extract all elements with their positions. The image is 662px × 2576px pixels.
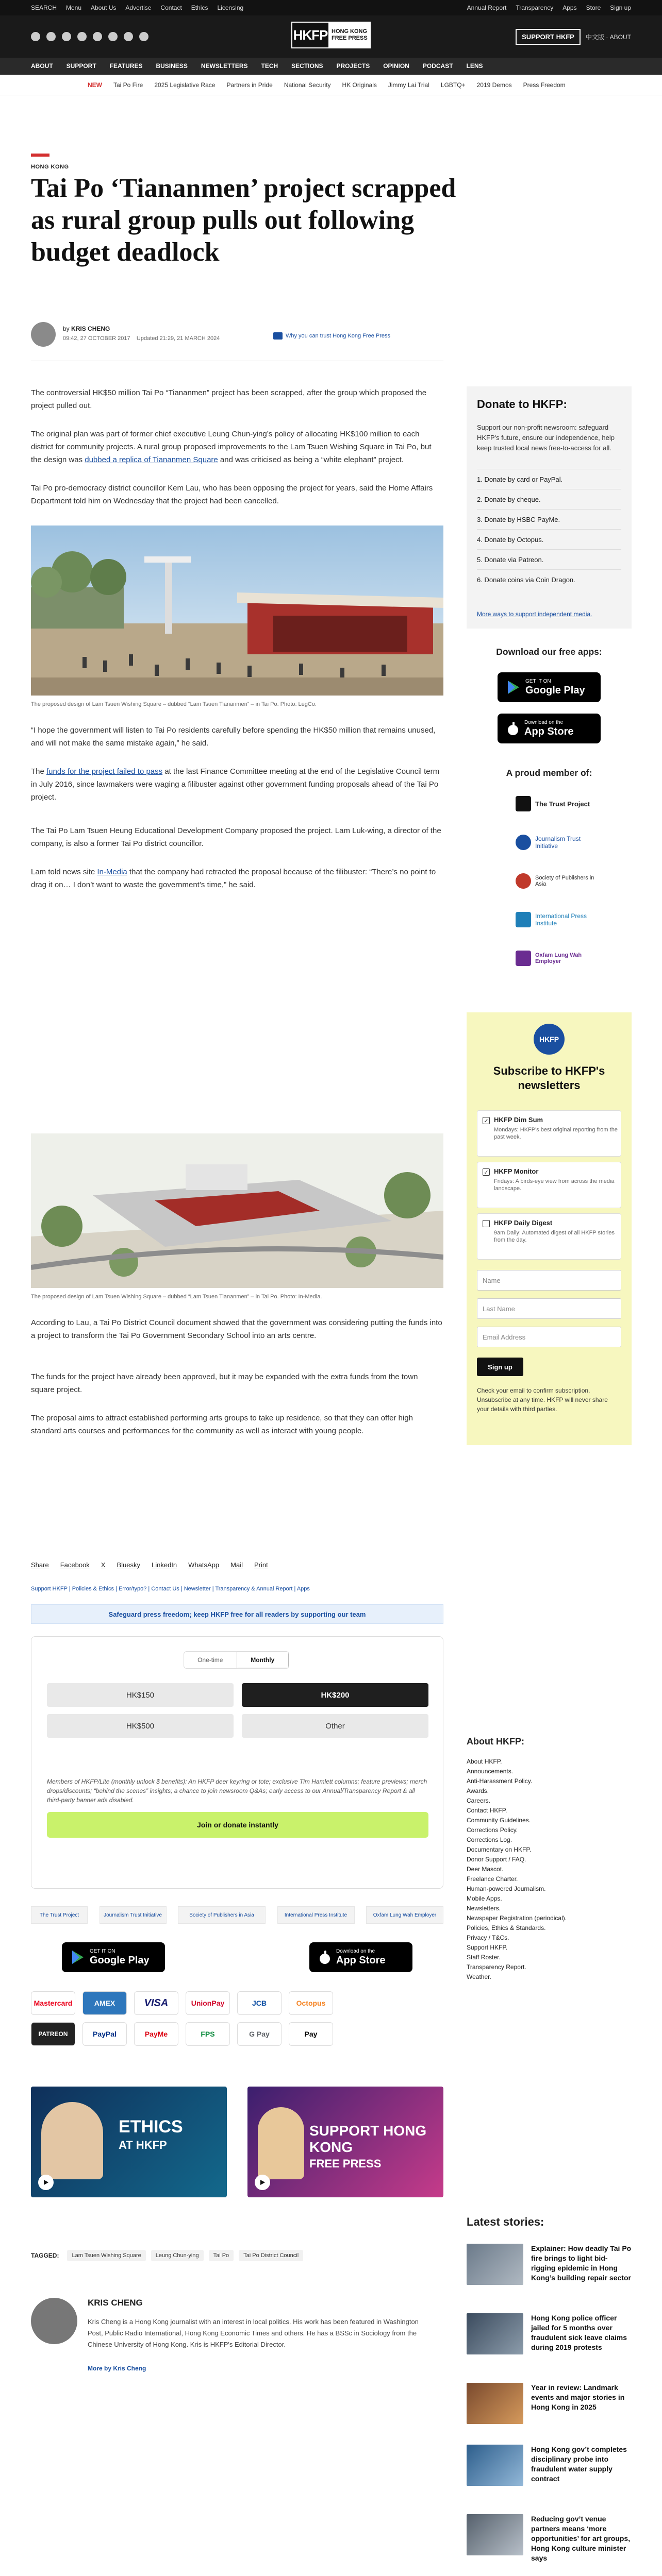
linkedin-icon[interactable] [124,32,133,41]
utility-links-right [467,4,631,11]
amount-option-selected[interactable]: HK$200 [242,1683,428,1707]
dates [63,335,220,342]
donate-widget [31,1636,443,1889]
amount-option[interactable]: HK$500 [47,1714,234,1738]
about-link[interactable]: Deer Mascot. [467,1866,504,1873]
member-title: A proud member of: [506,768,592,778]
author-photo[interactable] [31,2298,77,2344]
paragraph: The proposal aims to attract established performing arts groups to take up residence, so that they can offer high standard arts courses and performances for the community as well as interact with young people. [31,1414,413,1435]
app-store-button[interactable] [309,1942,412,1972]
about-link[interactable]: Weather. [467,1973,491,1980]
payme-logo: PayMe [134,2022,178,2046]
trend-link[interactable]: LGBTQ+ [440,81,466,89]
published-date: 09:42, 27 OCTOBER 2017 [63,335,130,342]
latest-story[interactable] [467,2244,632,2306]
promo-person [41,2102,103,2179]
partner-name: The Trust Project [535,800,590,808]
article-footer-links[interactable]: Support HKFP | Policies & Ethics | Error/typo? | Contact Us | Newsletter | Transparency & Annual Report | Apps [31,1586,310,1592]
donate-sidebar [467,386,632,629]
google-pay-logo: G Pay [237,2022,282,2046]
trend-link[interactable]: National Security [284,81,331,89]
google-play-button[interactable] [62,1942,165,1972]
nav-item[interactable]: SECTIONS [291,62,323,70]
about-link[interactable]: Human-powered Journalism. [467,1885,546,1892]
facebook-icon[interactable] [31,32,40,41]
paragraph [31,765,443,804]
sidebar-app-store-button[interactable] [498,714,601,743]
utility-link[interactable]: Menu [66,4,82,11]
about-links [467,1757,632,1982]
partner-name: Journalism Trust Initiative [535,835,581,850]
newsletter-name: HKFP Daily Digest [494,1219,553,1227]
nav-item[interactable]: NEWSLETTERS [201,62,248,70]
share-mail[interactable]: Mail [230,1561,243,1569]
apple-icon [507,721,519,736]
tag[interactable]: Leung Chun-ying [151,2250,204,2261]
more-by-author-link[interactable]: More by Kris Cheng [88,2365,146,2372]
author-avatar[interactable] [31,322,56,347]
article-photo-2 [31,1133,443,1288]
jcb-logo: JCB [237,1991,282,2015]
sidebar-google-play-button[interactable] [498,672,601,702]
donate-method[interactable]: 5. Donate via Patreon. [477,549,621,569]
paragraph [31,428,443,466]
nav-item[interactable]: PROJECTS [336,62,370,70]
store-big: Google Play [90,1955,150,1966]
article-title: Tai Po ‘Tiananmen’ project scrapped as rural group pulls out following budget deadlock [31,174,456,267]
threads-icon[interactable] [93,32,102,41]
telegram-icon[interactable] [139,32,148,41]
subscribe-note: Check your email to confirm subscription. Unsubscribe at any time. HKFP will never share your details with third parties. [477,1387,608,1413]
apple-icon [319,1950,331,1964]
about-link[interactable]: Support HKFP. [467,1944,508,1951]
trend-link[interactable]: Partners in Pride [226,81,273,89]
tag[interactable]: Tai Po [209,2250,234,2261]
donate-method[interactable]: 4. Donate by Octopus. [477,529,621,549]
tags-label: TAGGED: [31,2252,59,2259]
utility-link[interactable]: Apps [562,4,577,11]
trust-label: Why you can trust Hong Kong Free Press [286,333,390,339]
jti-logo[interactable]: Journalism Trust Initiative [100,1906,167,1924]
story-thumbnail [467,2445,523,2486]
apps-title: Download our free apps: [496,647,602,657]
google-play-icon [71,1950,85,1964]
new-badge: NEW [88,81,102,89]
instagram-icon[interactable] [77,32,87,41]
visa-logo: VISA [134,1991,178,2015]
newsletter-desc: Mondays: HKFP's best original reporting from the past week. [494,1127,618,1140]
donate-intro: Support our non-profit newsroom: safeguard HKFP's future, ensure our independence, help keep trusted local news free-to-access for all. [477,423,615,452]
subscribe-title: Subscribe to HKFP's newsletters [493,1064,605,1092]
payment-methods-row-1 [31,1991,443,2015]
about-title: About HKFP: [467,1736,524,1747]
frequency-tabs [184,1651,289,1669]
text: The original plan was part of former chief executive Leung Chun-ying’s policy of allocating HK$100 million to each district for community projects. A rural group proposed improvements to the Lam Tsuen Wishing Square in Tai Po, but the design was [31,430,432,464]
byline [31,322,443,353]
store-big: Google Play [525,685,585,696]
latest-story[interactable] [467,2514,632,2576]
updated-date: Updated 21:29, 21 MARCH 2024 [136,335,220,342]
partner-name: Oxfam Lung Wah Employer [535,952,582,964]
author-name[interactable]: KRIS CHENG [88,2298,143,2308]
partner-logos [31,1906,443,1924]
checkbox[interactable]: ✓ [483,1168,490,1176]
store-big: App Store [336,1955,386,1966]
store-small: GET IT ON [525,679,551,684]
utility-link[interactable]: Sign up [610,4,631,11]
apple-pay-logo: Pay [289,2022,333,2046]
latest-story[interactable] [467,2383,632,2445]
inline-link[interactable]: funds for the project failed to pass [46,767,163,776]
sign-up-button[interactable]: Sign up [477,1358,523,1376]
paragraph: According to Lau, a Tai Po District Council document showed that the government was considering putting the funds into a project to transform the Tai Po Government Secondary School into an arts centre. [31,1318,442,1340]
join-donate-button[interactable]: Join or donate instantly [47,1812,428,1838]
about-link[interactable]: Awards. [467,1787,489,1794]
story-thumbnail [467,2383,523,2424]
first-name-input[interactable]: Name [477,1270,621,1291]
nav-item[interactable]: PODCAST [422,62,453,70]
story-title: Reducing gov’t venue partners means ‘more opportunities’ for art groups, Hong Kong culture minister says [531,2515,631,2562]
nav-item[interactable]: OPINION [383,62,409,70]
site-logo[interactable] [291,22,371,48]
latest-story[interactable] [467,2445,632,2506]
about-link[interactable]: Newsletters. [467,1905,501,1912]
share-linkedin[interactable]: LinkedIn [152,1561,177,1569]
about-link[interactable]: Policies, Ethics & Standards. [467,1924,546,1931]
tab-monthly[interactable]: Monthly [237,1652,289,1668]
section-kicker[interactable]: HONG KONG [31,164,69,170]
about-link[interactable]: Contact HKFP. [467,1807,507,1814]
nav-item[interactable]: TECH [261,62,278,70]
paragraph: The controversial HK$50 million Tai Po “Tiananmen” project has been scrapped, after the group which proposed the project pulled out. [31,388,427,410]
logo-line: HONG KONG [332,28,368,35]
donate-methods [477,469,621,589]
about-link[interactable]: Donor Support / FAQ. [467,1856,526,1863]
sopa-logo[interactable] [516,873,597,889]
about-link[interactable]: Announcements. [467,1768,514,1775]
tag[interactable]: Tai Po District Council [239,2250,303,2261]
fps-logo: FPS [186,2022,230,2046]
logo-mark: HKFP [292,23,328,47]
utility-link[interactable]: About Us [91,4,117,11]
paragraph: The funds for the project have already been approved, but it may be expanded with the extra funds from the town square project. [31,1372,418,1394]
article-photo-1 [31,526,443,696]
partner-name: Society of Publishers in Asia [535,875,594,887]
logo-line: FREE PRESS [332,35,368,41]
about-link[interactable]: Newspaper Registration (periodical). [467,1914,567,1922]
bluesky-icon[interactable] [62,32,71,41]
utility-link[interactable]: Licensing [217,4,244,11]
promo-small: AT HKFP [119,2139,167,2151]
safeguard-banner[interactable]: Safeguard press freedom; keep HKFP free for all readers by supporting our team [31,1604,443,1624]
octopus-logo: Octopus [289,1991,333,2015]
utility-links-left [31,4,243,11]
share-label[interactable]: Share [31,1561,49,1569]
youtube-icon[interactable] [108,32,118,41]
about-link[interactable]: Corrections Policy. [467,1826,518,1834]
utility-link[interactable]: Contact [160,4,182,11]
checkbox[interactable] [483,1220,490,1227]
newsletter-desc: Fridays: A birds-eye view from across the media landscape. [494,1178,615,1192]
email-input[interactable]: Email Address [477,1327,621,1347]
nav-item[interactable]: FEATURES [109,62,143,70]
nav-item[interactable]: LENS [466,62,483,70]
story-thumbnail [467,2313,523,2354]
newsletter-option[interactable] [477,1162,621,1208]
patreon-logo: PATREON [31,2022,75,2046]
about-link[interactable]: Staff Roster. [467,1954,501,1961]
checkbox[interactable]: ✓ [483,1117,490,1124]
trend-link[interactable]: 2019 Demos [476,81,512,89]
story-thumbnail [467,2514,523,2555]
last-name-input[interactable]: Last Name [477,1298,621,1319]
latest-story[interactable] [467,2313,632,2375]
text: at the last Finance Committee meeting at the end of the Legislative Council term in July 2016, since lawmakers were waging a filibuster against other government funding proposals ahead of the Tai Po project. [31,767,440,802]
utility-link[interactable]: Annual Report [467,4,507,11]
donate-method[interactable]: 6. Donate coins via Coin Dragon. [477,569,621,589]
nav-item[interactable]: BUSINESS [156,62,188,70]
about-link[interactable]: Privacy / T&Cs. [467,1934,509,1941]
donate-method[interactable]: 2. Donate by cheque. [477,489,621,509]
newsletter-option[interactable] [477,1110,621,1157]
newsletter-option[interactable] [477,1213,621,1260]
text: that the company had retracted the proposal because of the filibuster: “There’s no point to drag it on… I don’t want to waste the government’s time,” he said. [31,868,436,889]
text: The [31,767,47,776]
promo-big: SUPPORT HONG KONG [309,2123,427,2155]
about-link[interactable]: Corrections Log. [467,1836,512,1843]
partner-name: International Press Institute [535,912,587,927]
share-whatsapp[interactable]: WhatsApp [188,1561,220,1569]
author-prefix: by [63,325,70,332]
photo-caption: The proposed design of Lam Tsuen Wishing Square – dubbed “Lam Tsuen Tiananmen” – in Tai Po. Photo: LegCo. [31,701,317,707]
inline-link[interactable]: dubbed a replica of Tiananmen Square [85,455,218,464]
ipi-logo[interactable] [516,912,592,927]
story-title: Hong Kong police officer jailed for 5 months over fraudulent sick leave claims during 2019 protests [531,2314,627,2351]
about-link[interactable]: Community Guidelines. [467,1817,531,1824]
story-thumbnail [467,2244,523,2285]
ethics-promo-video[interactable] [31,2087,227,2197]
payment-methods-row-2 [31,2022,443,2046]
store-small: GET IT ON [90,1948,115,1954]
trend-link[interactable]: 2025 Legislative Race [154,81,216,89]
utility-link[interactable]: Transparency [516,4,554,11]
trend-link[interactable]: Jimmy Lai Trial [388,81,429,89]
story-title: Explainer: How deadly Tai Po fire brings to light bid-rigging epidemic in Hong Kong’s building repair sector [531,2244,632,2282]
social-icons [31,32,148,41]
share-x[interactable]: X [101,1561,106,1569]
utility-bar [0,0,662,15]
trust-project-logo[interactable] [516,796,590,811]
sopa-logo[interactable]: Society of Publishers in Asia [178,1906,266,1924]
nav-item[interactable]: ABOUT [31,62,53,70]
header-actions [516,29,631,45]
share-facebook[interactable]: Facebook [60,1561,90,1569]
utility-link[interactable]: SEARCH [31,4,57,11]
support-hkfp-button[interactable]: SUPPORT HKFP [516,29,581,45]
about-link[interactable]: Anti-Harassment Policy. [467,1777,533,1785]
promo-person [258,2107,304,2179]
mastercard-logo: Mastercard [31,1991,75,2015]
trending-bar [0,75,662,95]
about-link[interactable]: Freelance Charter. [467,1875,518,1883]
x-icon[interactable] [46,32,56,41]
text: Lam told news site [31,868,97,876]
about-link[interactable]: Careers. [467,1797,491,1804]
google-play-icon [507,680,520,694]
tag[interactable]: Lam Tsuen Wishing Square [67,2250,145,2261]
paragraph: The Tai Po Lam Tsuen Heung Educational Development Company proposed the project. Lam Luk-wing, a director of the company, is also a former Tai Po district councillor. [31,826,441,848]
utility-link[interactable]: Ethics [191,4,208,11]
member-logos [467,796,632,987]
section-accent [31,154,49,157]
about-link[interactable]: Transparency Report. [467,1963,526,1971]
utility-link[interactable]: Store [586,4,601,11]
logo-text [328,28,368,42]
share-print[interactable]: Print [254,1561,268,1569]
trend-link[interactable]: Press Freedom [523,81,566,89]
store-small: Download on the [524,720,564,725]
trend-link[interactable]: Tai Po Fire [113,81,143,89]
membership-description: Members of HKFP/Lite (monthly unlock $ benefits): An HKFP deer keyring or tote; exclusive Tim Hamlett columns; feature previews; merch drops/discounts; “behind the scenes” insights; a chance to join newsroom Q&As; early access to our Annual/Transparency Report & all third-party banner ads disabled. [47,1778,427,1804]
ipi-logo[interactable]: International Press Institute [277,1906,355,1924]
trust-link[interactable] [273,332,390,340]
story-title: Hong Kong gov’t completes disciplinary probe into fraudulent water supply contract [531,2445,627,2483]
author-bio: Kris Cheng is a Hong Kong journalist with an interest in local politics. His work has been featured in Washington Post, Public Radio International, Hong Kong Economic Times and others. He has a BSSc in Sociology from the Chinese University of Hong Kong. Kris is HKFP's Editorial Director. [88,2318,419,2348]
latest-title: Latest stories: [467,2215,544,2228]
story-title: Year in review: Landmark events and major stories in Hong Kong in 2025 [531,2383,625,2411]
hkfp-badge: HKFP [534,1024,565,1055]
main-nav [0,58,662,75]
utility-link[interactable]: Advertise [125,4,152,11]
author-box [31,2287,443,2380]
newsletter-name: HKFP Dim Sum [494,1116,543,1124]
author-link[interactable]: KRIS CHENG [71,325,110,332]
paragraph [31,866,443,891]
more-ways-link[interactable]: More ways to support independent media. [477,611,592,618]
promo-big: ETHICS [119,2117,183,2137]
amex-logo: AMEX [82,1991,127,2015]
about-link[interactable]: Documentary on HKFP. [467,1846,532,1853]
site-header [0,0,662,75]
photo-caption: The proposed design of Lam Tsuen Wishing Square – dubbed “Lam Tsuen Tiananmen” – in Tai Po. Photo: In-Media. [31,1294,322,1300]
share-row [31,1561,268,1569]
play-icon [255,2175,270,2190]
donate-title: Donate to HKFP: [477,398,567,411]
tab-one-time[interactable]: One-time [197,1656,223,1664]
newsletter-signup [467,1012,632,1445]
promo-small: FREE PRESS [309,2157,382,2170]
amount-option[interactable]: HK$150 [47,1683,234,1707]
author-line [63,325,110,332]
support-promo-video[interactable] [247,2087,443,2197]
nav-item[interactable]: SUPPORT [66,62,96,70]
unionpay-logo: UnionPay [186,1991,230,2015]
trend-link[interactable]: HK Originals [342,81,377,89]
newsletter-desc: 9am Daily: Automated digest of all HKFP stories from the day. [494,1230,615,1243]
store-big: App Store [524,726,574,737]
article-tags [31,2250,303,2261]
paypal-logo: PayPal [82,2022,127,2046]
trust-icon [273,332,283,340]
inline-link[interactable]: In-Media [97,868,127,876]
play-icon [38,2175,54,2190]
trust-project-logo[interactable]: The Trust Project [31,1906,88,1924]
paragraph: Tai Po pro-democracy district councillor Kem Lau, who has been opposing the project for years, said the Home Affairs Department told him on Wednesday that the project had been cancelled. [31,484,433,505]
about-link[interactable]: About HKFP. [467,1758,502,1765]
newsletter-name: HKFP Monitor [494,1167,539,1175]
text: and was criticised as being a “white elephant” project. [218,455,404,464]
donate-method[interactable]: 3. Donate by HSBC PayMe. [477,509,621,529]
jti-logo[interactable] [516,835,592,850]
oxfam-logo[interactable] [516,951,592,966]
oxfam-logo[interactable]: Oxfam Lung Wah Employer [366,1906,443,1924]
paragraph: “I hope the government will listen to Tai Po residents carefully before spending the HK$50 million that remains unused, and will not make the same mistake again,” he said. [31,726,436,748]
store-small: Download on the [336,1948,375,1954]
share-bluesky[interactable]: Bluesky [117,1561,140,1569]
language-link[interactable]: 中文版 · ABOUT [585,33,631,41]
about-link[interactable]: Mobile Apps. [467,1895,502,1902]
amount-option[interactable]: Other [242,1714,428,1738]
donate-method[interactable]: 1. Donate by card or PayPal. [477,469,621,489]
